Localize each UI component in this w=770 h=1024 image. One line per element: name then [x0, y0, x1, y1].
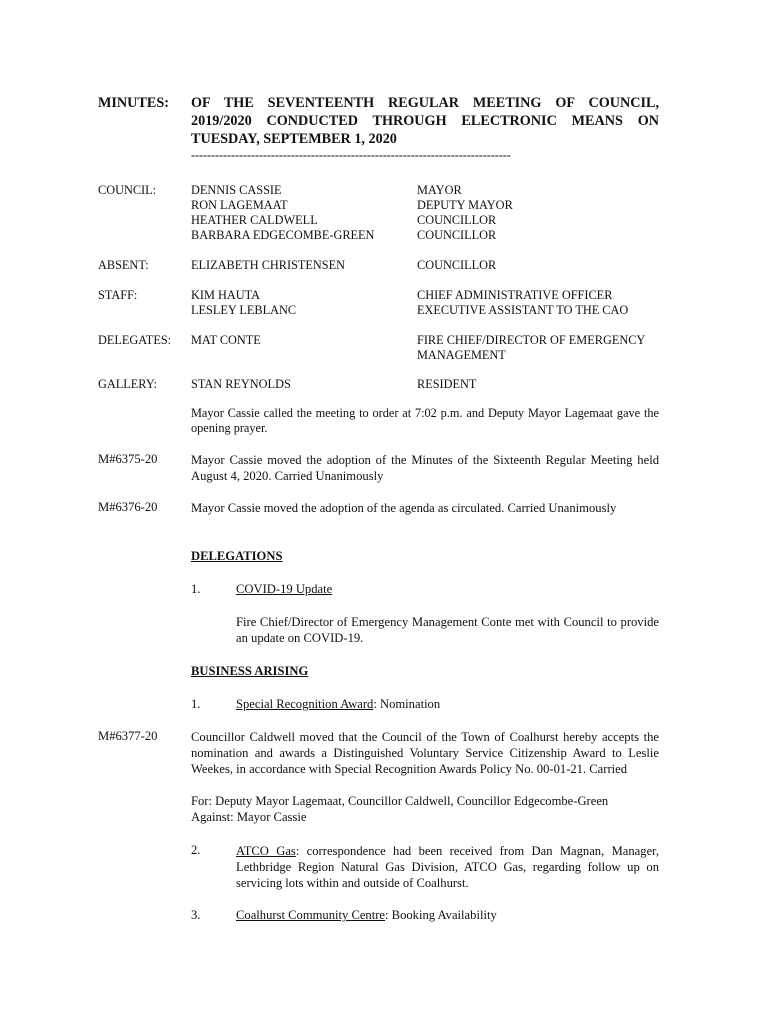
- business-item-title: Coalhurst Community Centre: [236, 908, 386, 922]
- delegation-item-number: 1.: [191, 582, 201, 596]
- delegate-role-line: FIRE CHIEF/DIRECTOR OF EMERGENCY: [417, 333, 646, 347]
- staff-roles: [417, 288, 628, 318]
- staff-member-name: KIM HAUTA: [191, 288, 261, 302]
- business-item-title: Special Recognition Award: [236, 697, 374, 711]
- business-arising-heading: BUSINESS ARISING: [191, 664, 309, 678]
- delegations-heading: DELEGATIONS: [191, 549, 283, 563]
- staff-member-name: LESLEY LEBLANC: [191, 303, 297, 317]
- minutes-label: MINUTES:: [98, 95, 169, 111]
- gallery-role: RESIDENT: [417, 377, 477, 391]
- business-item-1: [236, 697, 440, 712]
- business-item-2: [236, 843, 659, 891]
- motion-number: M#6376-20: [98, 500, 158, 514]
- council-member-role: COUNCILLOR: [417, 228, 497, 242]
- motion-votes-for: For: Deputy Mayor Lagemaat, Councillor Caldwell, Councillor Edgecombe-Green: [191, 794, 609, 808]
- council-member-role: COUNCILLOR: [417, 213, 497, 227]
- gallery-name: STAN REYNOLDS: [191, 377, 291, 391]
- staff-member-role: CHIEF ADMINISTRATIVE OFFICER: [417, 288, 613, 302]
- business-item-suffix: : Nomination: [373, 697, 441, 711]
- business-item-title: ATCO Gas: [236, 844, 296, 858]
- business-item-3: [236, 908, 497, 923]
- motion-number: M#6377-20: [98, 729, 158, 743]
- staff-names: [191, 288, 296, 318]
- council-member-role: MAYOR: [417, 183, 462, 197]
- meeting-title: OF THE SEVENTEENTH REGULAR MEETING OF COUNCIL, 2019/2020 CONDUCTED THROUGH ELECTRONIC MEANS ON TUESDAY, SEPTEMBER 1, 2020: [191, 95, 659, 147]
- council-member-name: BARBARA EDGECOMBE-GREEN: [191, 228, 375, 242]
- delegation-item-text: Fire Chief/Director of Emergency Management Conte met with Council to provide an update on COVID-19.: [236, 615, 659, 645]
- delegates-label: DELEGATES:: [98, 333, 172, 347]
- council-member-name: HEATHER CALDWELL: [191, 213, 318, 227]
- council-names: [191, 183, 374, 243]
- business-item-text: : correspondence had been received from Dan Magnan, Manager, Lethbridge Region Natural Gas Division, ATCO Gas, regarding follow up on servicing lots within and outside of Coalhurst.: [236, 844, 659, 890]
- motion-text: Councillor Caldwell moved that the Council of the Town of Coalhurst hereby accepts the nomination and awards a Distinguished Voluntary Service Citizenship Award to Leslie Weekes, in accordance with Special Recognition Awards Policy No. 00-01-21. Carried: [191, 730, 659, 776]
- council-member-name: RON LAGEMAAT: [191, 198, 288, 212]
- delegate-role: [417, 333, 645, 363]
- gallery-label: GALLERY:: [98, 377, 157, 391]
- delegate-name: MAT CONTE: [191, 333, 261, 347]
- council-label: COUNCIL:: [98, 183, 157, 197]
- business-item-number: 2.: [191, 843, 201, 857]
- council-member-name: DENNIS CASSIE: [191, 183, 282, 197]
- title-rule: --------------------------------------------------------------------------------: [191, 148, 511, 162]
- absent-label: ABSENT:: [98, 258, 149, 272]
- motion-text: Mayor Cassie moved the adoption of the agenda as circulated. Carried Unanimously: [191, 501, 617, 515]
- business-item-number: 3.: [191, 908, 201, 922]
- motion-votes-against: Against: Mayor Cassie: [191, 810, 307, 824]
- business-item-number: 1.: [191, 697, 201, 711]
- delegation-item-title: COVID-19 Update: [236, 582, 333, 596]
- absent-name: ELIZABETH CHRISTENSEN: [191, 258, 346, 272]
- motion-text: Mayor Cassie moved the adoption of the Minutes of the Sixteenth Regular Meeting held August 4, 2020. Carried Unanimously: [191, 453, 659, 483]
- call-to-order: Mayor Cassie called the meeting to order at 7:02 p.m. and Deputy Mayor Lagemaat gave the opening prayer.: [191, 406, 659, 435]
- absent-role: COUNCILLOR: [417, 258, 497, 272]
- delegate-role-line: MANAGEMENT: [417, 348, 506, 362]
- council-roles: [417, 183, 513, 243]
- business-item-suffix: : Booking Availability: [385, 908, 497, 922]
- staff-member-role: EXECUTIVE ASSISTANT TO THE CAO: [417, 303, 629, 317]
- motion-number: M#6375-20: [98, 452, 158, 466]
- staff-label: STAFF:: [98, 288, 138, 302]
- council-member-role: DEPUTY MAYOR: [417, 198, 513, 212]
